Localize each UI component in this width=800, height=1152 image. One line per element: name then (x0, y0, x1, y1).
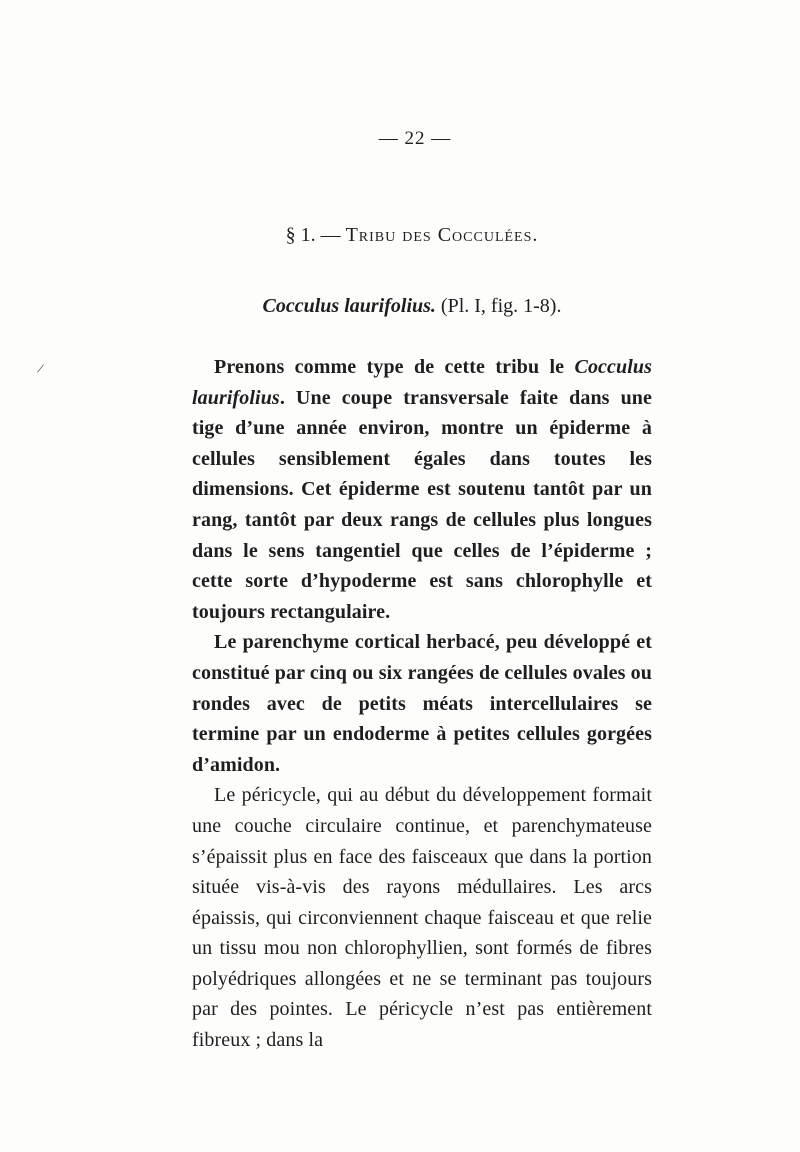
paragraph-3: Le péricycle, qui au début du développement formait une couche circulaire continue, et parenchymateuse s’épaissit plus en face des faisceaux que dans la portion située vis-à-vis des rayons médullaires. Les arcs épaissis, qui circonviennent chaque faisceau et que relie un tissu mou non chlorophyllien, sont formés de fibres polyédriques allongées et ne se terminant pas toujours par des pointes. Le péricycle n’est pas entièrement fibreux ; dans la (192, 784, 652, 1052)
body-text (192, 352, 652, 1056)
plate-reference: (Pl. I, fig. 1-8). (435, 295, 562, 317)
paragraph-1-latin-name: Cocculus laurifolius (192, 356, 652, 409)
paragraph-1-start: Prenons comme type de cette tribu le (214, 356, 575, 378)
species-heading (0, 295, 800, 318)
species-name: Cocculus laurifolius. (262, 295, 436, 317)
section-title: Tribu des Cocculées. (345, 224, 539, 246)
paragraph-2: Le parenchyme cortical herbacé, peu développé et constitué par cinq ou six rangées de cellules ovales ou rondes avec de petits méats intercellulaires se termine par un endoderme à petites cellules gorgées d’amidon. (192, 631, 652, 776)
paragraph-1 (192, 352, 652, 627)
margin-mark: / (35, 361, 45, 378)
paragraph-1-rest: . Une coupe transversale faite dans une tige d’une année environ, montre un épiderme à cellules sensiblement égales dans toutes les dimensions. Cet épiderme est soutenu tantôt par un rang, tantôt par deux rangs de cellules plus longues dans le sens tangentiel que celles de l’épiderme ; cette sorte d’hypoderme est sans chlorophylle et toujours rectangulaire. (192, 386, 652, 623)
page-number: — 22 — (378, 128, 452, 149)
section-heading (0, 224, 800, 247)
section-number: § 1. — (285, 224, 346, 246)
